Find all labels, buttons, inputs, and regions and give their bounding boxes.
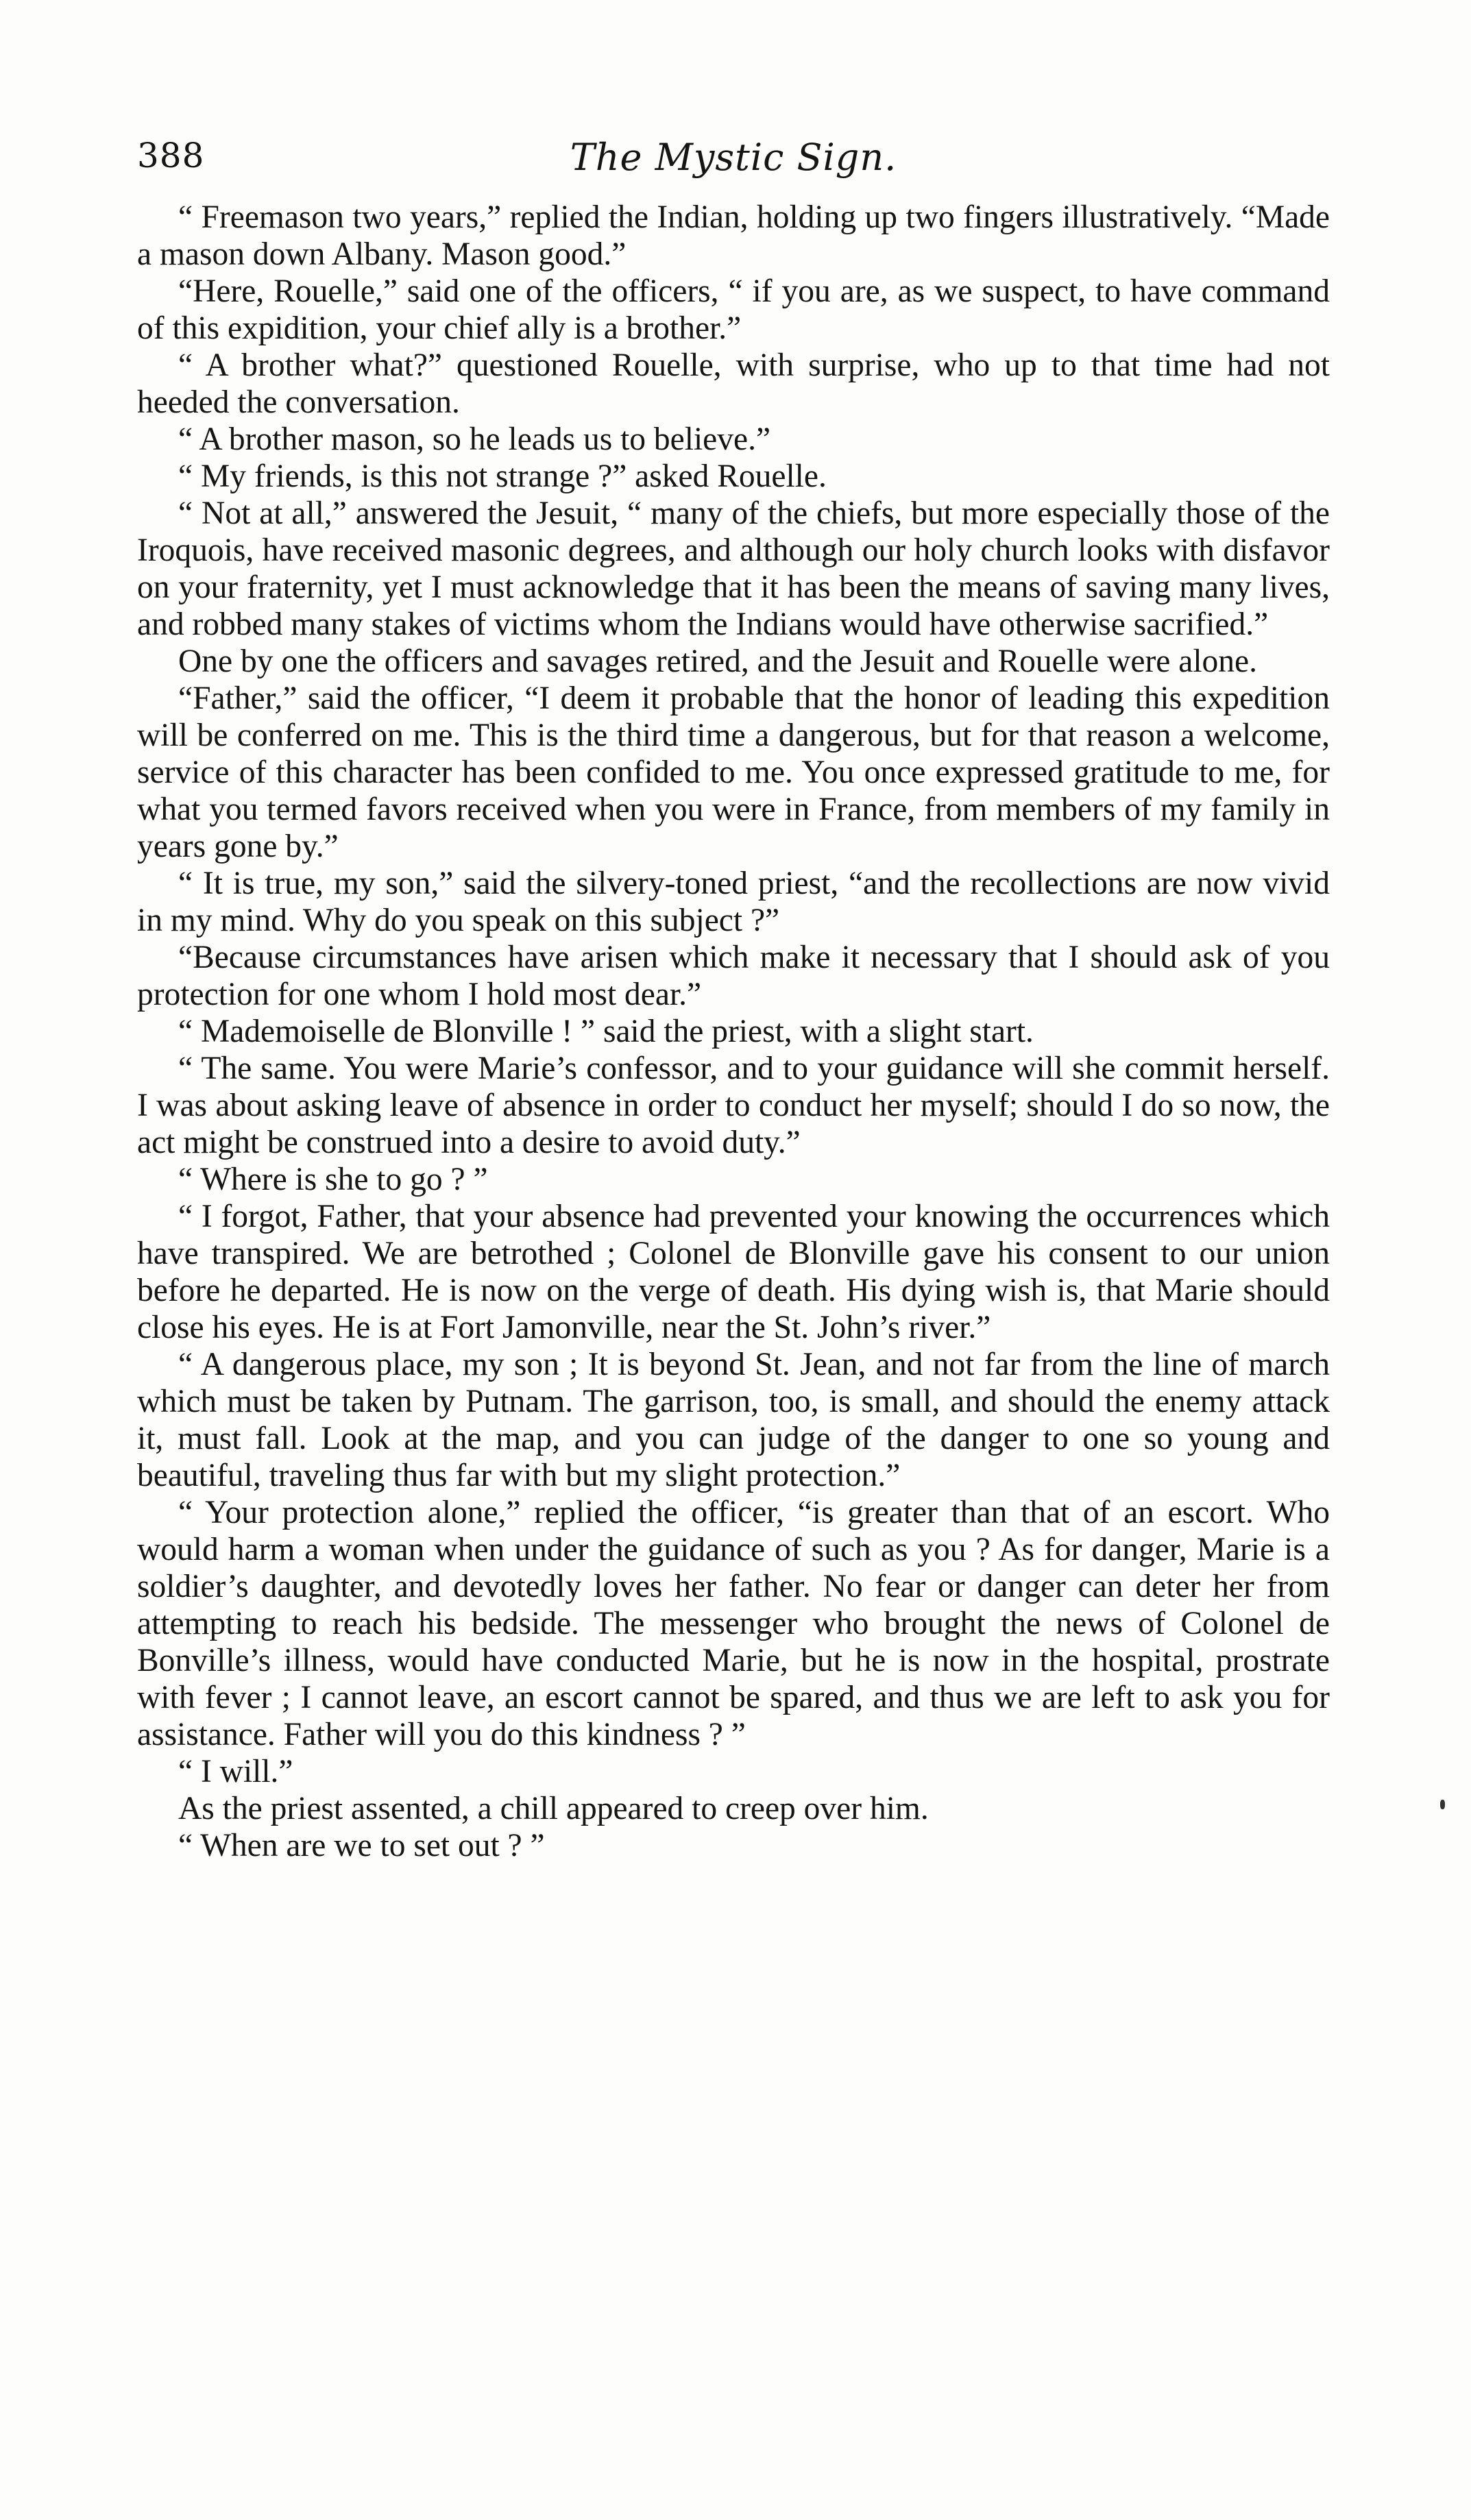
paragraph: “ A brother mason, so he leads us to believe.”	[178, 421, 771, 457]
paragraph: One by one the officers and savages retired, and the Jesuit and Rouelle were alone.	[178, 644, 1257, 679]
paragraph: “ Not at all,” answered the Jesuit, “ many of the chiefs, but more especially those of the Iroquois, have received masonic degrees, and although our holy church looks with disfavor on your fraternity, yet I must acknowledge that it has been the means of saving many lives, and robbed many stakes of victims whom the Indians would have otherwise sacrified.”	[137, 496, 1330, 642]
paragraph: “ A dangerous place, my son ; It is beyond St. Jean, and not far from the line of march which must be taken by Putnam. The garrison, too, is small, and should the enemy attack it, must fall. Look at the map, and you can judge of the danger to one so young and beautiful, traveling thus far with but my slight protection.”	[137, 1347, 1330, 1493]
paragraph: “ Mademoiselle de Blonville ! ” said the priest, with a slight start.	[178, 1014, 1034, 1049]
paragraph: As the priest assented, a chill appeared to creep over him.	[178, 1791, 929, 1826]
running-title: The Mystic Sign.	[570, 136, 897, 179]
paragraph: “ I will.”	[178, 1754, 293, 1789]
paragraph: “ When are we to set out ? ”	[178, 1828, 545, 1863]
paragraph: “ I forgot, Father, that your absence had prevented your knowing the occurrences which have transpired. We are betrothed ; Colonel de Blonville gave his consent to our union before he departed. He is now on the verge of death. His dying wish is, that Marie should close his eyes. He is at Fort Jamonville, near the St. John’s river.”	[137, 1199, 1330, 1345]
ink-speck	[1440, 1800, 1445, 1809]
paragraph: “ The same. You were Marie’s confessor, and to your guidance will she commit herself. I was about asking leave of absence in order to conduct her myself; should I do so now, the act might be construed into a desire to avoid duty.”	[137, 1051, 1330, 1160]
paragraph: “Because circumstances have arisen which make it necessary that I should ask of you protection for one whom I hold most dear.”	[137, 940, 1330, 1012]
paragraph: “ My friends, is this not strange ?” asked Rouelle.	[178, 458, 827, 494]
body-text	[137, 199, 1330, 1864]
page-header	[137, 136, 1330, 191]
paragraph: “ Freemason two years,” replied the Indian, holding up two fingers illustratively. “Made a mason down Albany. Mason good.”	[137, 199, 1330, 272]
paragraph: “ Your protection alone,” replied the officer, “is greater than that of an escort. Who would harm a woman when under the guidance of such as you ? As for danger, Marie is a soldier’s daughter, and devotedly loves her father. No fear or danger can deter her from attempting to reach his bedside. The messenger who brought the news of Colonel de Bonville’s illness, would have conducted Marie, but he is now in the hospital, prostrate with fever ; I cannot leave, an escort cannot be spared, and thus we are left to ask you for assistance. Father will you do this kindness ? ”	[137, 1495, 1330, 1752]
paragraph: “Father,” said the officer, “I deem it probable that the honor of leading this expedition will be conferred on me. This is the third time a dangerous, but for that reason a welcome, service of this character has been confided to me. You once expressed gratitude to me, for what you termed favors received when you were in France, from members of my family in years gone by.”	[137, 681, 1330, 864]
paragraph: “ Where is she to go ? ”	[178, 1162, 488, 1197]
page-number: 388	[137, 136, 205, 175]
paragraph: “ A brother what?” questioned Rouelle, with surprise, who up to that time had not heeded the conversation.	[137, 347, 1330, 420]
paragraph: “ It is true, my son,” said the silvery-toned priest, “and the recollections are now vivid in my mind. Why do you speak on this subject ?”	[137, 866, 1330, 938]
paragraph: “Here, Rouelle,” said one of the officers, “ if you are, as we suspect, to have command of this expidition, your chief ally is a brother.”	[137, 273, 1330, 346]
